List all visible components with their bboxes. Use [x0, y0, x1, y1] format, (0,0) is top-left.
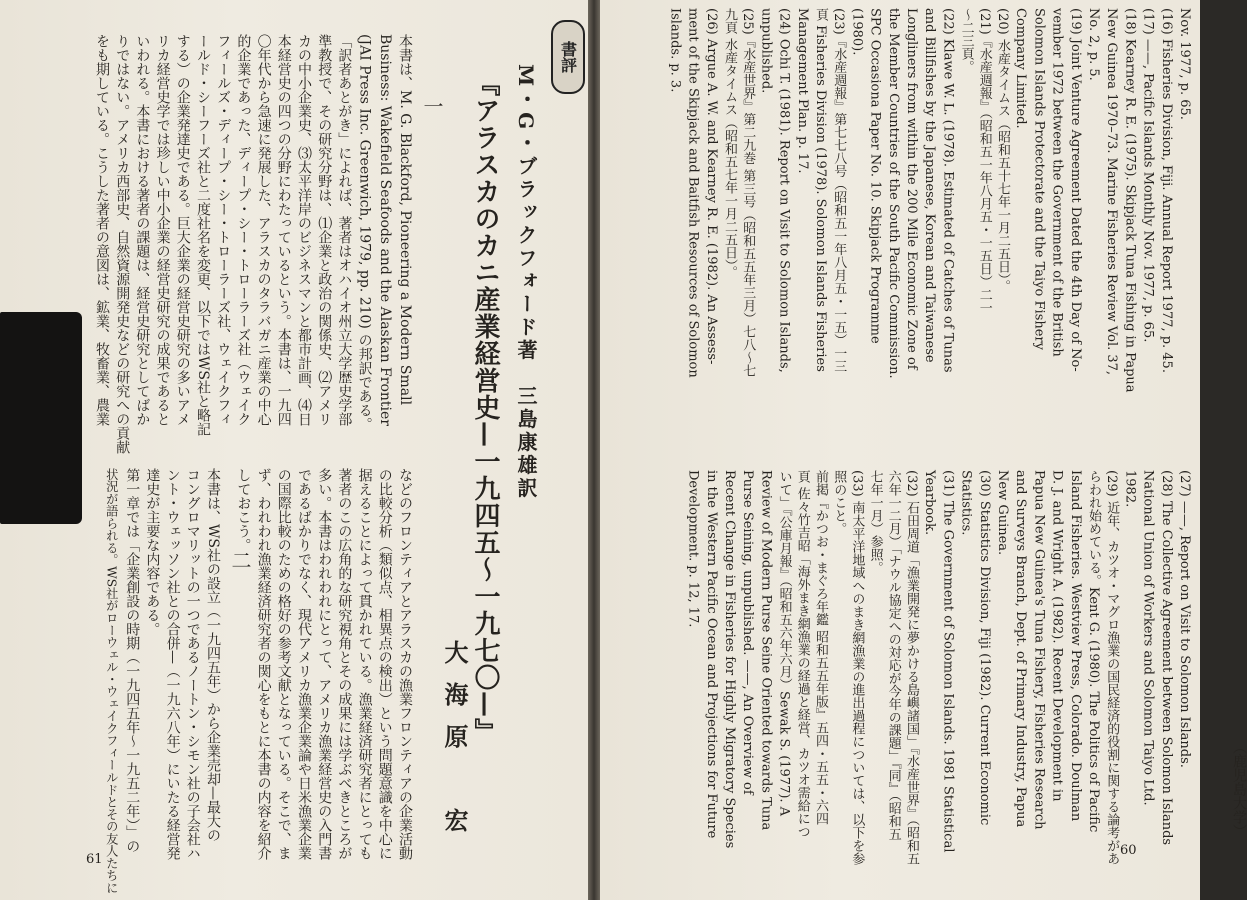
note-column: (28) The Collective Agreement between Solomon Islands — [1158, 470, 1174, 846]
note-column: 九頁 水産タイムス（昭和五七年一月二五日）。 — [722, 8, 737, 279]
page-number-left: 61 — [86, 852, 103, 867]
reviewer-name: 大海原 宏 — [440, 640, 469, 850]
body-column: いわれる。本書における著者の課題は、経営史研究としてばか — [134, 34, 151, 426]
note-column: 〜二三頁。 — [958, 8, 974, 73]
note-column: Company Limited. — [1013, 8, 1029, 129]
note-column: Papua New Guinea's Tuna Fishery, Fisheries Research — [1031, 470, 1047, 830]
note-column: (32) 石田周道「漁業開発に夢かける島嶼諸国」『水産世界』（昭和五 — [904, 470, 919, 865]
note-column: (26) Argue A. W. and Kearney R. E. (1982). An Assess- — [703, 8, 719, 365]
body-column: をも期している。こうした著者の意図は、鉱業、牧畜業、農業 — [94, 34, 110, 426]
note-column: (16) Fisheries Division, Fiji. Annual Report 1977, p. 45. — [1158, 8, 1174, 373]
note-column: in the Western Pacific Ocean and Projections for Future — [703, 470, 719, 839]
note-column: (24) Ochi T. (1981). Report on Visit to Solomon Islands, — [776, 8, 792, 373]
body-column: 達史が主要な内容である。 — [144, 468, 161, 636]
note-column: Nov. 1977, p. 65. — [1177, 8, 1192, 120]
body-column: 準教授で、その研究分野は、⑴企業と政治の関係史、⑵アメリ — [316, 34, 333, 426]
book-review-stamp — [551, 20, 585, 94]
body-column: コングロマリットの一つであるノートン・シモン社の子会社ハ — [184, 468, 201, 860]
note-column: Statistics. — [958, 470, 974, 536]
note-column: Purse Seining, unpublished. ——, An Overview of — [740, 470, 756, 795]
body-column: 的企業であった、ディープ・シー・トローラーズ社（ウェイク — [235, 34, 252, 426]
section-one-heading: 一 — [420, 96, 444, 116]
note-column: the Member Countries of the South Pacific Commission. — [885, 8, 901, 379]
dark-object — [0, 312, 82, 524]
note-column: らわれ始めている。Kent G. (1980). The Politics of Pacific — [1086, 470, 1101, 833]
note-column: いて」『公庫月報』（昭和五六年六月）Sewak S. (1977). A — [776, 470, 792, 817]
note-column: Recent Change in Fisheries for Highly Migratory Species — [722, 470, 737, 849]
note-column: (19) Joint Venture Agreement Dated the 4th Day of No- — [1067, 8, 1083, 372]
body-column: 著者のこの広角的な研究視角とその成果には学ぶべきところが — [336, 468, 353, 860]
note-column: 照のこと。 — [831, 470, 847, 535]
note-column: D. J. and Wright A. (1982). Recent Development in — [1049, 470, 1065, 802]
note-column: No. 2, p. 5. — [1086, 8, 1101, 81]
note-column: Solomon Islands Protectorate and the Taiyo Fishery — [1031, 8, 1047, 350]
note-column: 七年一月）参照。 — [867, 470, 883, 574]
note-column: Yearbook. — [922, 470, 938, 536]
note-column: New Guinea 1970–73. Marine Fisheries Review Vol. 37, — [1104, 8, 1120, 376]
note-column: New Guinea. — [995, 470, 1010, 556]
note-column: Review of Modern Purse Seine Oriented towards Tuna — [758, 470, 774, 831]
body-column: カの中小企業史、⑶太平洋岸のビジネスマンと都市計画、⑷日 — [296, 34, 312, 426]
note-column: (23)『水産週報』第七七八号（昭和五一年八月五・一五）一三 — [831, 8, 847, 373]
left-page — [0, 0, 589, 900]
body-column: 「訳者あとがき」によれば、著者はオハイオ州立大学歴史学部 — [336, 34, 353, 426]
note-column: 頁 佐々竹吉昭「海外まき網漁業の経過と経営、カツオ需給につ — [794, 470, 810, 839]
body-column: の比較分析（類似点、相異点の検出）という問題意識を中心に — [376, 468, 393, 860]
note-column: 1982. — [1122, 470, 1138, 508]
body-column: 据えることによって貫かれている。漁業経済研究者にとっても — [356, 468, 373, 860]
body-column: する）の企業発達史である。巨大企業の経営史研究の多いアメ — [174, 34, 191, 426]
note-column: (31) The Government of Solomon Islands. 1981 Statistical — [940, 470, 956, 853]
note-column: National Union of Workers and Solomon Taiyo Ltd. — [1140, 470, 1156, 806]
body-column: 第一章では「企業創設の時期（一九四五年〜一九五二年）」の — [124, 468, 141, 853]
right-page — [600, 0, 1247, 900]
note-column: Longliners from within the 200 Mile Economic Zone of — [904, 8, 919, 370]
page-number-right: 60 — [1120, 843, 1137, 858]
body-column: などのフロンティアとアラスカの漁業フロンティアの企業活動 — [397, 468, 413, 860]
body-column: フィールズ・ディープ・シー・トローラーズ社、ウェイクフィ — [215, 34, 232, 426]
note-column: vember 1972 between the Government of the British — [1049, 8, 1065, 357]
note-column: (21)『水産週報』（昭和五一年八月五・一五日）二一 — [976, 8, 992, 315]
note-column: Islands. p. 3. — [667, 8, 683, 93]
body-column: ールド・シーフーズ社と二度社名を変更、以下ではWS社と略記 — [195, 34, 211, 436]
author-translator-line: M・G・ブラックフォード著 三島康雄訳 — [514, 64, 538, 501]
note-column: (30) Statistics Division, Fiji (1982). Current Economic — [976, 470, 992, 826]
body-column: Business: Wakefield Seafoods and the Alaskan Frontier — [376, 34, 393, 426]
body-column: 本書は、M. G. Blackford, Pioneering a Modern Small — [397, 34, 413, 406]
body-column: 〇年代から急速に発展した、アラスカのタラバガニ産業の中心 — [255, 34, 272, 426]
note-column: ment of the Skipjack and Baitfish Resources of Solomon — [685, 8, 701, 378]
note-column: (25)『水産世界』第二九巻 第三号（昭和五五年三月）七八〜七 — [740, 8, 756, 377]
note-column: 頁 Fisheries Division (1978). Solomon Islands Fisheries — [813, 8, 828, 372]
note-column: (1980). — [849, 8, 865, 56]
body-column: であるばかりでなく、現代アメリカ漁業企業論や日米漁業企業 — [296, 468, 312, 860]
body-column: しておこう。 — [235, 468, 252, 552]
note-column: 六年一二月）「ナウル協定への対応が今年の課題」『同』（昭和五 — [885, 470, 901, 841]
note-column: (20) 水産タイムス（昭和五十七年一月二五日）。 — [995, 8, 1010, 293]
body-column: 状況が語られる。WS社がローウェル・ウェイクフィールドとその友人たちに — [104, 468, 119, 894]
body-column: りではない。アメリカ西部史、自然資源開発史などの研究への貢献 — [114, 34, 131, 454]
note-column: SPC Occasiona Paper No. 10. Skipjack Programme — [867, 8, 883, 344]
note-column: (29) 近年、カツオ・マグロ漁業の国民経済的役割に関する論考があ — [1104, 470, 1120, 865]
book-title: 『アラスカのカニ産業経営史—一九四五〜一九七〇—』 — [470, 70, 500, 745]
body-column: 本経営史の四つの分野にわたっているという。本書は、一九四 — [275, 34, 292, 426]
stamp-label: 書評 — [558, 41, 578, 73]
note-column: (17) ——, Pacific Islands Monthly Nov. 1977, p. 65. — [1140, 8, 1156, 343]
note-column: Management Plan. p. 17. — [794, 8, 810, 174]
body-column: の国際比較のための格好の参考文献となっている。そこで、ま — [275, 468, 292, 860]
note-column: Development. p. 12, 17. — [685, 470, 701, 628]
body-column: (JAI Press Inc. Greenwich, 1979, pp. 210) の邦訳である。 — [356, 34, 373, 432]
note-column: Island Fisheries. Westview Press, Colorado. Doulman — [1067, 470, 1083, 822]
note-column: and Surveys Branch, Dept. of Primary Industry, Papua — [1013, 470, 1029, 828]
body-column: 本書は、WS社の設立（一九四五年）から企業売却—最大の — [205, 468, 221, 842]
note-column: (33) 南太平洋地域へのまき網漁業の進出過程については、以下を参 — [849, 470, 865, 865]
book-gutter — [588, 0, 600, 900]
note-column: (27) ——, Report on Visit to Solomon Islands. — [1177, 470, 1192, 768]
note-column: (22) Klawe W. L. (1978). Estimated of Catches of Tunas — [940, 8, 956, 373]
body-column: ント・ウェッソン社との合併—（一九六八年）にいたる経営発 — [164, 468, 181, 860]
note-column: and Billfishes by the Japanese, Korean and Taiwanese — [922, 8, 938, 363]
note-column: 前掲『かつお・まぐろ年鑑 昭和五五年版』五四・五五・六四 — [813, 470, 828, 826]
section-two-heading: 二 — [228, 550, 252, 570]
body-column: ず、われわれ漁業経済研究者の関心をもとに本書の内容を紹介 — [255, 468, 272, 860]
affiliation: （鹿児島大学） — [1231, 740, 1247, 838]
body-column: 多い。本書はわれわれにとって、アメリカ漁業経営史の入門書 — [316, 468, 333, 860]
note-column: (18) Kearney R. E. (1975). Skipjack Tuna Fishing in Papua — [1122, 8, 1138, 393]
note-column: unpublished. — [758, 8, 774, 94]
body-column: リカ経営史学では珍しい中小企業の経営史研究の成果であると — [154, 34, 171, 426]
